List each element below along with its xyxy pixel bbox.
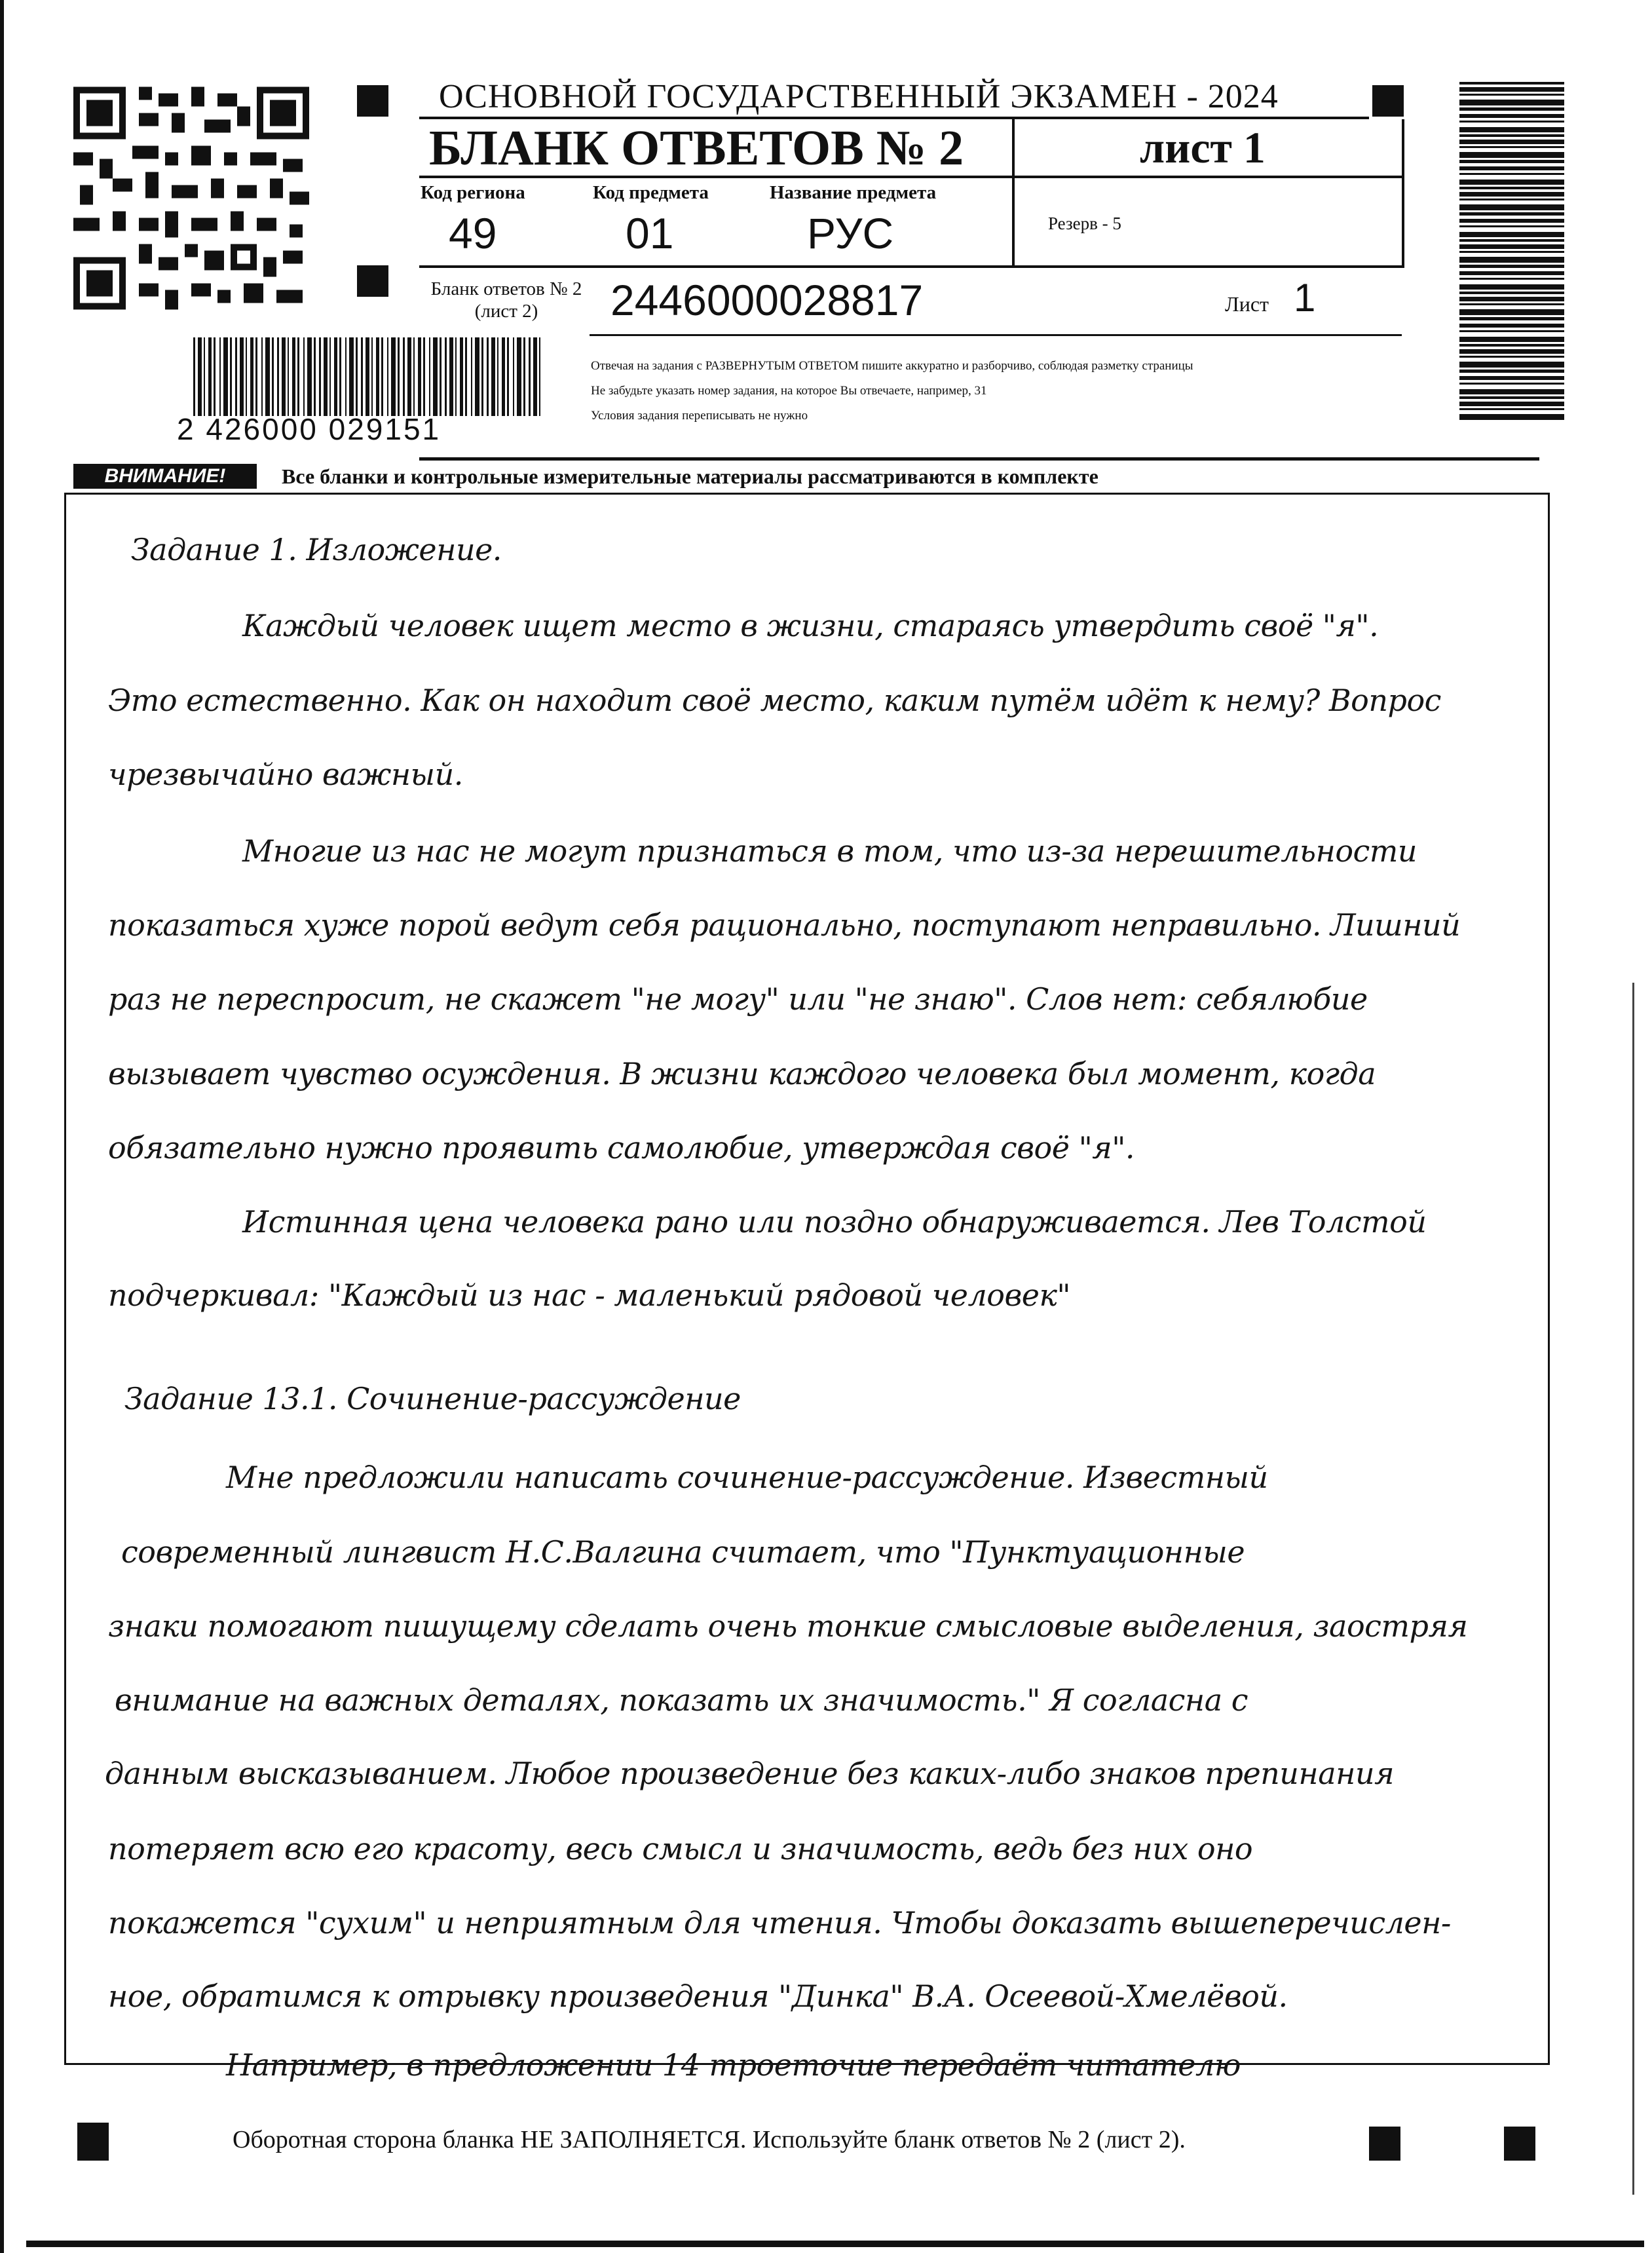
linear-barcode-bar [366, 337, 369, 416]
linear-barcode [193, 337, 547, 416]
side-barcode-bar [1459, 199, 1564, 200]
side-barcode-bar [1459, 278, 1564, 280]
linear-barcode-bar [272, 337, 274, 416]
side-barcode-bar [1459, 383, 1564, 385]
linear-barcode-bar [381, 337, 383, 416]
linear-barcode-bar [491, 337, 495, 416]
side-barcode-bar [1459, 369, 1564, 373]
sheet2-label [418, 278, 595, 322]
answer-line-2: Каждый человек ищет место в жизни, стараясь утвердить своё "я". [242, 608, 1379, 643]
linear-barcode-bar [487, 337, 489, 416]
linear-barcode-bar [455, 337, 457, 416]
side-barcode-bar [1459, 152, 1564, 158]
exam-title: ОСНОВНОЙ ГОСУДАРСТВЕННЫЙ ЭКЗАМЕН - 2024 [439, 78, 1279, 115]
footer-note: Оборотная сторона бланка НЕ ЗАПОЛНЯЕТСЯ. Используйте бланк ответов № 2 (лист 2). [233, 2126, 1186, 2153]
linear-barcode-bar [407, 337, 411, 416]
linear-barcode-bar [288, 337, 289, 416]
linear-barcode-bar [193, 337, 195, 416]
header-divider-horizontal [419, 176, 1404, 178]
answer-line-4: чрезвычайно важный. [108, 757, 463, 792]
side-barcode-bar [1459, 344, 1564, 347]
sheet2-label-line2: (лист 2) [474, 301, 538, 322]
linear-barcode-bar [423, 337, 425, 416]
side-barcode-bar [1459, 251, 1564, 253]
side-barcode-bar [1459, 87, 1564, 92]
marker-square-top-right [1372, 85, 1404, 117]
header-divider-horizontal-2 [419, 265, 1404, 268]
side-barcode-bar [1459, 107, 1564, 111]
linear-barcode-bar [418, 337, 421, 416]
linear-barcode-bar [539, 337, 540, 416]
answer-line-16: внимание на важных деталях, показать их значимость." Я согласна с [115, 1682, 1248, 1718]
side-barcode-bar [1459, 244, 1564, 249]
side-barcode-bar [1459, 257, 1564, 263]
answer-line-12: Задание 13.1. Сочинение-рассуждение [124, 1381, 741, 1416]
side-barcode-bar [1459, 127, 1564, 132]
subject-code-value: 01 [626, 209, 674, 257]
linear-barcode-bar [307, 337, 312, 416]
answer-line-15: знаки помогают пишущему сделать очень тонкие смысловые выделения, заостряя [108, 1608, 1468, 1644]
side-barcode-bar [1459, 362, 1564, 368]
side-barcode-bar [1459, 303, 1564, 305]
side-barcode-bar [1459, 376, 1564, 380]
bottom-edge-line [26, 2241, 1644, 2247]
answer-line-17: данным высказыванием. Любое произведение без каких-либо знаков препинания [105, 1756, 1395, 1791]
linear-barcode-bar [517, 337, 521, 416]
instruction-line-3: Условия задания переписывать не нужно [591, 409, 808, 423]
linear-barcode-bar [297, 337, 299, 416]
answer-line-7: раз не переспросит, не скажет "не могу" или "не знаю". Слов нет: себялюбие [108, 981, 1368, 1017]
sheet-code-underline [590, 334, 1402, 336]
linear-barcode-bar [387, 337, 388, 416]
title-underline [419, 117, 1369, 119]
sheet2-label-line1: Бланк ответов № 2 [430, 278, 582, 299]
subject-name-label: Название предмета [770, 182, 937, 203]
list-label: Лист [1225, 292, 1269, 316]
region-code-value: 49 [449, 209, 497, 257]
linear-barcode-bar [349, 337, 354, 416]
linear-barcode-bar [361, 337, 363, 416]
answer-line-20: ное, обратимся к отрывку произведения "Динка" В.А. Осеевой-Хмелёвой. [108, 1978, 1288, 2014]
side-barcode-bar [1459, 265, 1564, 268]
right-margin-line [1632, 983, 1634, 2195]
side-barcode-bar [1459, 232, 1564, 237]
linear-barcode-bar [413, 337, 415, 416]
linear-barcode-bar [219, 337, 221, 416]
linear-barcode-bar [319, 337, 321, 416]
linear-barcode-bar [502, 337, 505, 416]
side-barcode-bar [1459, 271, 1564, 275]
linear-barcode-bar [449, 337, 453, 416]
side-barcode-bar [1459, 330, 1564, 332]
linear-barcode-bar [261, 337, 263, 416]
side-barcode-bar [1459, 121, 1564, 123]
linear-barcode-bar [277, 337, 279, 416]
linear-barcode-bar [440, 337, 441, 416]
linear-barcode-bar [529, 337, 531, 416]
qr-code [73, 85, 309, 311]
linear-barcode-bar [240, 337, 244, 416]
side-barcode-bar [1459, 140, 1564, 144]
linear-barcode-bar [292, 337, 295, 416]
side-barcode-bar [1459, 356, 1564, 358]
answer-line-11: подчеркивал: "Каждый из нас - маленький рядовой человек" [108, 1278, 1071, 1313]
linear-barcode-bar [198, 337, 202, 416]
linear-barcode-bar [235, 337, 237, 416]
linear-barcode-bar [481, 337, 483, 416]
instruction-line-2: Не забудьте указать номер задания, на которое Вы отвечаете, например, 31 [591, 384, 987, 398]
side-barcode-bar [1459, 317, 1564, 320]
side-barcode-bar [1459, 324, 1564, 328]
linear-barcode-bar [339, 337, 341, 416]
linear-barcode-bar [345, 337, 347, 416]
marker-square-top-left [357, 85, 388, 117]
linear-barcode-bar [403, 337, 405, 416]
linear-barcode-bar [223, 337, 228, 416]
form-title: БЛАНК ОТВЕТОВ № 2 [429, 121, 964, 176]
header-divider-right [1402, 119, 1404, 267]
side-barcode-bar [1459, 225, 1564, 227]
answer-line-10: Истинная цена человека рано или поздно обнаруживается. Лев Толстой [242, 1204, 1427, 1240]
linear-barcode-bar [230, 337, 232, 416]
side-barcode-bar [1459, 309, 1564, 315]
linear-barcode-bar [329, 337, 331, 416]
answer-line-19: покажется "сухим" и неприятным для чтения. Чтобы доказать вышеперечислен- [108, 1905, 1451, 1941]
linear-barcode-bar [356, 337, 358, 416]
linear-barcode-bar [265, 337, 270, 416]
side-barcode-bar [1459, 297, 1564, 301]
subject-name-value: РУС [807, 209, 894, 257]
marker-square-bottom-mid [1369, 2127, 1400, 2161]
answer-line-1: Задание 1. Изложение. [131, 532, 502, 567]
side-barcode-bar [1459, 166, 1564, 170]
side-barcode-bar [1459, 187, 1564, 189]
sheet-code: 2446000028817 [610, 276, 924, 324]
side-barcode-bar [1459, 173, 1564, 175]
sheet-number-label: лист 1 [1140, 123, 1266, 172]
linear-barcode-bar [433, 337, 438, 416]
side-barcode-bar [1459, 94, 1564, 96]
header-divider-vertical [1012, 119, 1015, 267]
side-barcode-bar [1459, 146, 1564, 148]
linear-barcode-bar [429, 337, 430, 416]
list-value: 1 [1294, 276, 1316, 320]
side-barcode-bar [1459, 204, 1564, 210]
linear-barcode-bar [371, 337, 373, 416]
side-barcode-bar [1459, 239, 1564, 242]
linear-barcode-bar [465, 337, 467, 416]
header-bottom-rule [419, 457, 1539, 461]
linear-barcode-bar [303, 337, 305, 416]
side-barcode-bar [1459, 389, 1564, 394]
answer-line-3: Это естественно. Как он находит своё место, каким путём идёт к нему? Вопрос [108, 683, 1441, 718]
linear-barcode-bar [204, 337, 205, 416]
linear-barcode-bar [314, 337, 316, 416]
linear-barcode-bar [282, 337, 286, 416]
marker-square-bottom-left [77, 2123, 109, 2161]
side-barcode-bar [1459, 414, 1564, 420]
linear-barcode-bar [497, 337, 498, 416]
answer-line-8: вызывает чувство осуждения. В жизни каждого человека был момент, когда [108, 1056, 1376, 1091]
linear-barcode-bar [255, 337, 257, 416]
side-barcode-bar [1459, 292, 1564, 294]
side-barcode-bar [1459, 408, 1564, 410]
subject-code-label: Код предмета [593, 182, 709, 203]
linear-barcode-bar [475, 337, 479, 416]
linear-barcode-bar [471, 337, 472, 416]
linear-barcode-bar [246, 337, 247, 416]
side-barcode-bar [1459, 212, 1564, 216]
side-barcode-bar [1459, 349, 1564, 354]
side-barcode-bar [1459, 160, 1564, 163]
answer-line-5: Многие из нас не могут признаться в том, что из-за нерешительности [242, 833, 1417, 869]
attention-text: Все бланки и контрольные измерительные материалы рассматриваются в комплекте [282, 464, 1098, 488]
instruction-line-1: Отвечая на задания с РАЗВЕРНУТЫМ ОТВЕТОМ пишите аккуратно и разборчиво, соблюдая разметку страницы [591, 359, 1193, 373]
marker-square-bottom-right [1504, 2127, 1535, 2161]
side-barcode-bar [1459, 114, 1564, 118]
answer-line-9: обязательно нужно проявить самолюбие, утверждая своё "я". [108, 1130, 1135, 1165]
side-barcode-bar [1459, 396, 1564, 399]
side-barcode-bar [1459, 402, 1564, 406]
linear-barcode-bar [334, 337, 337, 416]
linear-barcode-bar [376, 337, 379, 416]
linear-barcode-bar [513, 337, 514, 416]
answer-line-21: Например, в предложении 14 троеточие передаёт читателю [226, 2047, 1241, 2083]
linear-barcode-bar [214, 337, 216, 416]
linear-barcode-bar [208, 337, 212, 416]
answer-line-6: показаться хуже порой ведут себя рационально, поступают неправильно. Лишний [108, 907, 1461, 943]
side-barcode-bar [1459, 100, 1564, 105]
linear-barcode-bar [250, 337, 253, 416]
marker-square-mid-left [357, 265, 388, 297]
side-barcode [1459, 82, 1564, 423]
side-barcode-bar [1459, 134, 1564, 137]
linear-barcode-bar [523, 337, 525, 416]
side-barcode-bar [1459, 219, 1564, 223]
linear-barcode-bar [507, 337, 509, 416]
answer-line-13: Мне предложили написать сочинение-рассуждение. Известный [226, 1460, 1268, 1495]
region-code-label: Код региона [421, 182, 525, 203]
side-barcode-bar [1459, 284, 1564, 290]
linear-barcode-bar [445, 337, 447, 416]
barcode-number: 2 426000 029151 [177, 412, 441, 446]
answer-line-18: потеряет всю его красоту, весь смысл и значимость, ведь без них оно [108, 1831, 1253, 1866]
side-barcode-bar [1459, 192, 1564, 197]
linear-barcode-bar [391, 337, 396, 416]
reserve-label: Резерв - 5 [1048, 214, 1121, 233]
attention-badge: ВНИМАНИЕ! [73, 464, 257, 489]
linear-barcode-bar [460, 337, 463, 416]
page-edge-line [0, 0, 4, 2253]
linear-barcode-bar [533, 337, 537, 416]
side-barcode-bar [1459, 337, 1564, 342]
side-barcode-bar [1459, 180, 1564, 185]
linear-barcode-bar [398, 337, 400, 416]
side-barcode-bar [1459, 82, 1564, 85]
answer-line-14: современный лингвист Н.С.Валгина считает, что "Пунктуационные [121, 1534, 1245, 1570]
linear-barcode-bar [324, 337, 328, 416]
